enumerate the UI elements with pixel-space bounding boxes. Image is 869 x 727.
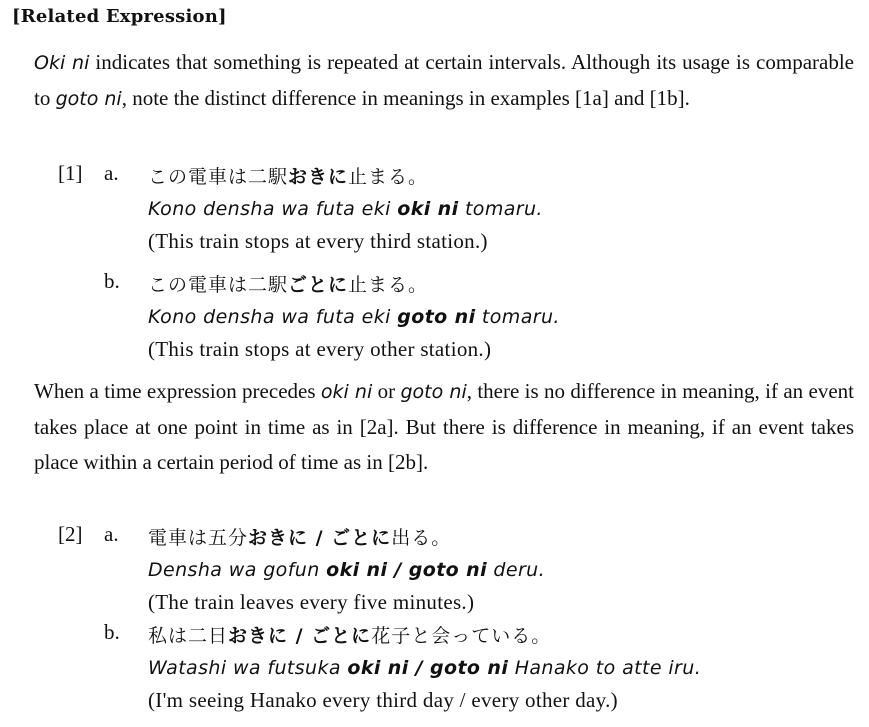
- intro-paragraph: [34, 45, 854, 117]
- example-2a-japanese: 電車は五分おきに / ごとに出る。: [148, 527, 452, 549]
- example-2a-japanese-bold: おきに / ごとに: [248, 527, 392, 549]
- example-1b-romaji: Kono densha wa futa eki goto ni tomaru.: [148, 306, 560, 328]
- example-2b-letter: b.: [104, 620, 120, 644]
- example-1b-japanese: この電車は二駅ごとに止まる。: [148, 274, 429, 296]
- intro-term-goto-ni: goto ni: [55, 88, 122, 110]
- middle-paragraph: When a time expression precedes oki ni or goto ni, there is no difference in meaning, if an event takes place at one point in time as in [2a]. But there is difference in meaning, if an event takes place within a certain period of time as in [2b].: [34, 379, 854, 474]
- example-2b-japanese-bold: おきに / ごとに: [228, 625, 372, 647]
- example-2a-romaji: Densha wa gofun oki ni / goto ni deru.: [148, 559, 546, 581]
- example-1a-translation: (This train stops at every third station.): [148, 229, 488, 253]
- section-heading: [Related Expression]: [12, 6, 227, 27]
- example-1b-romaji-bold: goto ni: [397, 306, 476, 328]
- example-2a-letter: a.: [104, 522, 119, 546]
- example-1a-letter: a.: [104, 161, 119, 185]
- intro-text-2: , note the distinct difference in meanings in examples [1a] and [1b].: [121, 86, 690, 110]
- middle-term-goto-ni: goto ni: [400, 381, 467, 403]
- example-2b-translation: (I'm seeing Hanako every third day / every other day.): [148, 688, 618, 712]
- example-1b-japanese-bold: ごとに: [288, 274, 349, 296]
- example-2a-translation: (The train leaves every five minutes.): [148, 590, 475, 614]
- example-1b-letter: b.: [104, 269, 120, 293]
- example-1-number: [1]: [58, 161, 83, 185]
- example-2b-romaji-bold: oki ni / goto ni: [347, 657, 509, 679]
- example-2a-romaji-bold: oki ni / goto ni: [326, 559, 487, 581]
- intro-term-oki-ni: Oki ni: [34, 52, 90, 74]
- intro-text-1: indicates that something is repeated at certain intervals. Although its usage is comparable to: [34, 50, 854, 110]
- middle-term-oki-ni: oki ni: [320, 381, 373, 403]
- example-1a-romaji-bold: oki ni: [397, 198, 459, 220]
- example-1b-translation: (This train stops at every other station.): [148, 337, 492, 361]
- example-1a-japanese: この電車は二駅おきに止まる。: [148, 166, 429, 188]
- example-1a-romaji: Kono densha wa futa eki oki ni tomaru.: [148, 198, 543, 220]
- example-2b-romaji: Watashi wa futsuka oki ni / goto ni Hanako to atte iru.: [148, 657, 702, 679]
- example-1a-japanese-bold: おきに: [288, 166, 349, 188]
- example-2-number: [2]: [58, 522, 83, 546]
- example-2b-japanese: 私は二日おきに / ごとに花子と会っている。: [148, 625, 552, 647]
